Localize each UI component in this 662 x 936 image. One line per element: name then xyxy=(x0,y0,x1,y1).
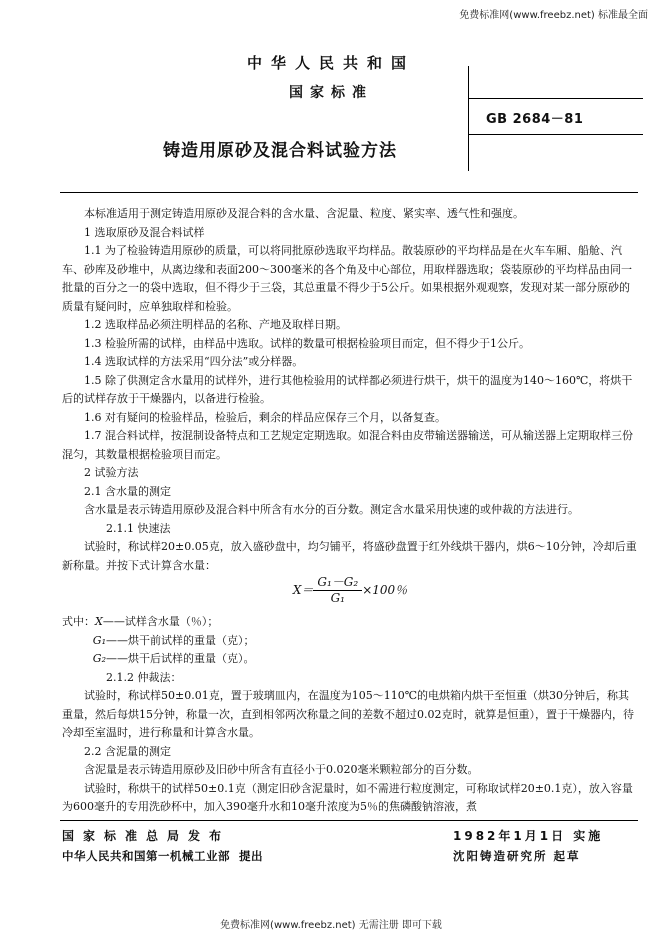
header-org: 中华人民共和国 xyxy=(246,54,415,72)
footer-proposer-line xyxy=(62,848,263,864)
formula-numerator: G₁－G₂ xyxy=(313,575,362,591)
var-description: ——试样含水量（％）； xyxy=(102,615,219,628)
footer-rule xyxy=(60,820,638,821)
where-label: 式中： xyxy=(62,615,95,628)
clause-1-1: 1.1 为了检验铸造用原砂的质量，可以将同批原砂选取平均样品。散装原砂的平均样品是在火车车厢、船舱、汽车、砂库及砂堆中，从离边缘和表面200～300毫米的各个角及中心部位，用取样器选取；袋装原砂的平均样品由同一批量的百分之一的袋中选取，但不得少于三袋，其总重量不得少于5公斤。如果根据外观观察，发现对某一部分原砂的质量有疑问时，应单独取样和检验。 xyxy=(62,244,632,313)
document-body xyxy=(62,205,638,817)
footer-proposed-label: 提出 xyxy=(239,849,264,863)
bottom-watermark-note: 免费标准网(www.freebz.net) 无需注册 即可下载 xyxy=(220,920,442,931)
header-standard-type: 国家标准 xyxy=(289,85,373,101)
footer-impl-label: 实施 xyxy=(573,829,604,843)
clause-1-2: 1.2 选取样品必须注明样品的名称、产地及取样日期。 xyxy=(84,318,347,331)
clause-1-4: 1.4 选取试样的方法采用“四分法”或分样器。 xyxy=(84,355,304,368)
footer-issuer: 国家标准总局 xyxy=(62,829,189,843)
var-description: ——烘干前试样的重量（克）； xyxy=(106,633,255,647)
var-symbol: G₁ xyxy=(92,633,106,647)
clause-2-2-text-2: 试验时，称烘干的试样50±0.1克（测定旧砂含泥量时，如不需进行粒度测定，可称取试样20±0.1克），放入容量为600毫升的专用洗砂杯中，加入390毫升水和10毫升浓度为5％的焦磷酸钠溶液，煮 xyxy=(62,781,633,813)
formula-denominator: G₁ xyxy=(330,591,345,605)
clause-2-1-1-heading: 2.1.1 快速法 xyxy=(106,521,171,535)
doc-number-bottom-line xyxy=(468,134,643,135)
formula-variable-row xyxy=(62,613,638,632)
clause-2-1-text: 含水量是表示铸造用原砂及混合料中所含有水分的百分数。测定含水量采用快速的或仲裁的方法进行。 xyxy=(84,503,579,516)
doc-number-top-line xyxy=(468,98,643,99)
footer-issuer-line xyxy=(62,827,230,844)
clause-2-2-heading: 2.2 含泥量的测定 xyxy=(84,744,171,758)
footer-drafted-label: 起草 xyxy=(553,849,581,863)
clause-2-1-2-heading: 2.1.2 仲裁法： xyxy=(106,670,182,684)
clause-2-1-1-text: 试验时，称试样20±0.05克，放入盛砂盘中，均匀铺平，将盛砂盘置于红外线烘干器内，烘6～10分钟，冷却后重新称量。并按下式计算含水量： xyxy=(62,540,637,572)
moisture-formula xyxy=(62,575,638,613)
section-2-heading: 2 试验方法 xyxy=(84,466,139,479)
formula-variable-row xyxy=(62,650,638,669)
footer-implementation-line xyxy=(453,827,603,844)
clause-1-3: 1.3 检验所需的试样，由样品中选取。试样的数量可根据检验项目而定，但不得少于1公斤。 xyxy=(84,336,530,350)
clause-1-6: 1.6 对有疑问的检验样品，检验后，剩余的样品应保存三个月，以备复查。 xyxy=(84,410,446,424)
var-symbol: X xyxy=(95,615,103,628)
formula-lhs: X＝ xyxy=(292,583,314,597)
formula-variable-row xyxy=(62,632,638,651)
footer-impl-date: 1982年1月1日 xyxy=(453,829,567,843)
clause-1-7: 1.7 混合料试样，按混制设备特点和工艺规定定期选取。如混合料由皮带输送器输送，可从输送器上定期取样三份混匀，其数量根据检验项目而定。 xyxy=(62,429,633,461)
header-rule xyxy=(60,192,638,193)
footer-proposer: 中华人民共和国第一机械工业部 xyxy=(62,849,230,863)
document-title: 铸造用原砂及混合料试验方法 xyxy=(163,141,397,161)
top-watermark-note: 免费标准网(www.freebz.net) 标准最全面 xyxy=(459,10,648,21)
footer-issued-label: 发布 xyxy=(188,829,231,843)
section-1-heading: 1 选取原砂及混合料试样 xyxy=(84,225,205,239)
var-description: ——烘干后试样的重量（克）。 xyxy=(106,652,255,665)
footer-drafter-line xyxy=(453,848,581,864)
clause-1-5: 1.5 除了供测定含水量用的试样外，进行其他检验用的试样都必须进行烘干，烘干的温度为140～160℃，将烘干后的试样存放于干燥器内，以备进行检验。 xyxy=(62,373,633,405)
formula-fraction xyxy=(313,575,362,606)
formula-rhs: ×100％ xyxy=(362,583,408,597)
clause-2-1-2-text: 试验时，称试样50±0.01克，置于玻璃皿内，在温度为105～110℃的电烘箱内烘干至恒重（烘30分钟后，称其重量，然后每烘15分钟，称量一次，直到相邻两次称量之间的差数不超过0.02克时，就算是恒重），置于干燥器内，待冷却至室温时，进行称量和计算含水量。 xyxy=(62,689,634,739)
intro-paragraph: 本标准适用于测定铸造用原砂及混合料的含水量、含泥量、粒度、紧实率、透气性和强度。 xyxy=(84,207,524,220)
clause-2-2-text-1: 含泥量是表示铸造用原砂及旧砂中所含有直径小于0.020毫米颗粒部分的百分数。 xyxy=(84,763,479,776)
var-symbol: G₂ xyxy=(92,652,106,665)
clause-2-1-heading: 2.1 含水量的测定 xyxy=(84,484,171,498)
doc-number: GB 2684－81 xyxy=(486,112,584,127)
footer-drafter: 沈阳铸造研究所 xyxy=(453,849,548,863)
